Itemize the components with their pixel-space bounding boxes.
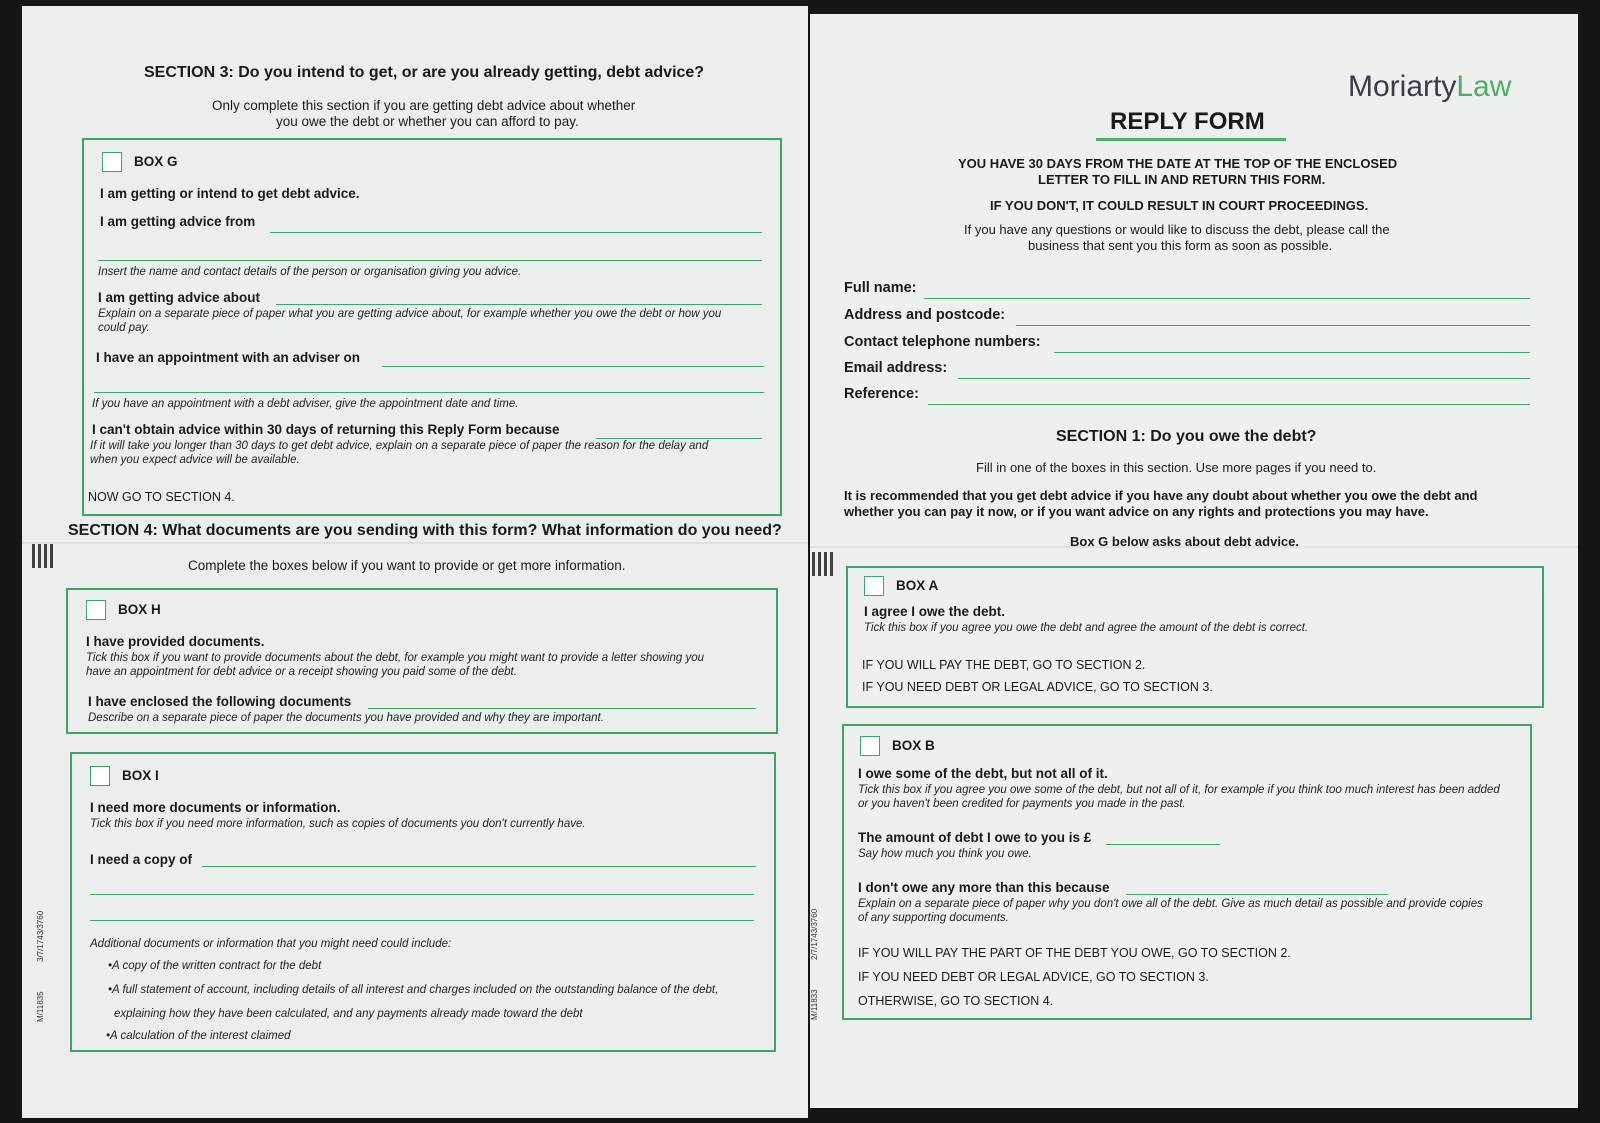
box-g-statement: I am getting or intend to get debt advice. (100, 186, 360, 201)
dont-owe-hint: Explain on a separate piece of paper why you don't owe all of the debt. Give as much detail as possible and provide copies (858, 898, 1483, 910)
box-h-hint: Tick this box if you want to provide documents about the debt, for example you might want to provide a letter showing you (86, 652, 705, 664)
phone-label: Contact telephone numbers: (844, 334, 1041, 350)
copy-of-input-2[interactable] (90, 894, 754, 895)
bullet-item: •A copy of the written contract for the debt (108, 960, 322, 972)
additional-label: Additional documents or information that you might need could include: (90, 938, 452, 950)
copy-of-input[interactable] (202, 866, 756, 867)
fold-line (22, 542, 808, 544)
box-g-next: NOW GO TO SECTION 4. (88, 490, 235, 504)
bullet-item: •A full statement of account, including details of all interest and charges included on the outstanding balance of the debt, (108, 984, 719, 996)
copy-of-input-3[interactable] (90, 920, 754, 921)
box-a-go-section2: IF YOU WILL PAY THE DEBT, GO TO SECTION 2. (862, 658, 1146, 672)
form-title: REPLY FORM (1110, 108, 1265, 135)
box-a-checkbox[interactable] (864, 576, 884, 596)
appointment-label: I have an appointment with an adviser on (96, 350, 361, 365)
cant-obtain-input[interactable] (596, 438, 762, 439)
box-i (70, 752, 776, 1052)
advice-about-hint-2: could pay. (98, 322, 150, 334)
enclosed-hint: Describe on a separate piece of paper the documents you have provided and why they are important. (88, 712, 604, 724)
box-b-hint-2: or you haven't been credited for payments you made in the past. (858, 798, 1186, 810)
box-a-hint: Tick this box if you agree you owe the debt and agree the amount of the debt is correct. (864, 622, 1309, 634)
recommendation: It is recommended that you get debt advice if you have any doubt about whether you owe the debt and (844, 488, 1478, 503)
box-b-statement: I owe some of the debt, but not all of it. (858, 766, 1108, 781)
box-b-label: BOX B (892, 738, 935, 753)
bullet-item-continued: explaining how they have been calculated, and any payments already made toward the debt (114, 1008, 583, 1020)
full-name-input[interactable] (924, 298, 1530, 299)
section4-title: SECTION 4: What documents are you sending with this form? What information do you need? (68, 522, 782, 539)
box-g (82, 138, 782, 516)
advice-about-input[interactable] (276, 304, 762, 305)
box-h-statement: I have provided documents. (86, 634, 265, 649)
amount-hint: Say how much you think you owe. (858, 848, 1032, 860)
box-g-checkbox[interactable] (102, 152, 122, 172)
box-h-label: BOX H (118, 602, 161, 617)
section4-intro: Complete the boxes below if you want to provide or get more information. (188, 558, 626, 573)
side-code-2: 3/7/1743/3760 (36, 910, 45, 962)
box-b-checkbox[interactable] (860, 736, 880, 756)
advice-from-input[interactable] (270, 232, 762, 233)
copy-of-label: I need a copy of (90, 852, 193, 867)
appointment-hint: If you have an appointment with a debt adviser, give the appointment date and time. (92, 398, 519, 410)
notice-line-2: LETTER TO FILL IN AND RETURN THIS FORM. (1038, 172, 1326, 187)
advice-from-input-2[interactable] (98, 260, 762, 261)
side-code: M/11835 (36, 991, 45, 1022)
dont-owe-hint-2: of any supporting documents. (858, 912, 1009, 924)
cant-obtain-hint-2: when you expect advice will be available. (90, 454, 300, 466)
dont-owe-label: I don't owe any more than this because (858, 880, 1110, 895)
contact-note: If you have any questions or would like to discuss the debt, please call the (964, 222, 1390, 237)
title-underline (1096, 138, 1286, 141)
right-page (810, 14, 1578, 1108)
recommendation-2: whether you can pay it now, or if you want advice on any rights and protections you may have. (844, 504, 1429, 519)
full-name-label: Full name: (844, 280, 917, 296)
bullet-item: •A calculation of the interest claimed (106, 1030, 291, 1042)
box-a-label: BOX A (896, 578, 939, 593)
appointment-input[interactable] (382, 366, 764, 367)
section1-intro: Fill in one of the boxes in this section. Use more pages if you need to. (976, 460, 1377, 475)
box-b-go-section4: OTHERWISE, GO TO SECTION 4. (858, 994, 1054, 1008)
notice-line: YOU HAVE 30 DAYS FROM THE DATE AT THE TOP OF THE ENCLOSED (958, 156, 1398, 171)
side-code: M/11833 (810, 989, 819, 1020)
cant-obtain-label: I can't obtain advice within 30 days of returning this Reply Form because (92, 422, 560, 437)
address-label: Address and postcode: (844, 307, 1006, 323)
box-a-statement: I agree I owe the debt. (864, 604, 1006, 619)
section1-title: SECTION 1: Do you owe the debt? (1056, 428, 1317, 445)
box-i-label: BOX I (122, 768, 159, 783)
box-h-hint-2: have an appointment for debt advice or a receipt showing you paid some of the debt. (86, 666, 517, 678)
appointment-input-2[interactable] (94, 392, 764, 393)
box-a-go-section3: IF YOU NEED DEBT OR LEGAL ADVICE, GO TO SECTION 3. (862, 680, 1213, 694)
brand-logo: MoriartyLaw (1348, 70, 1512, 103)
box-b-go-section3: IF YOU NEED DEBT OR LEGAL ADVICE, GO TO SECTION 3. (858, 970, 1209, 984)
enclosed-input[interactable] (368, 708, 756, 709)
side-code-2: 2/7/1743/3760 (810, 908, 819, 960)
phone-input[interactable] (1054, 352, 1530, 353)
advice-from-hint: Insert the name and contact details of the person or organisation giving you advice. (98, 266, 522, 278)
advice-about-hint: Explain on a separate piece of paper what you are getting advice about, for example whether you owe the debt or how you (98, 308, 722, 320)
box-h (66, 588, 778, 734)
dont-owe-input[interactable] (1126, 894, 1388, 895)
left-page (22, 6, 808, 1118)
section3-intro-2: you owe the debt or whether you can afford to pay. (276, 114, 579, 129)
box-h-checkbox[interactable] (86, 600, 106, 620)
reference-input[interactable] (928, 404, 1530, 405)
advice-from-label: I am getting advice from (100, 214, 256, 229)
contact-note-2: business that sent you this form as soon as possible. (1028, 238, 1333, 253)
amount-input[interactable] (1106, 844, 1220, 845)
advice-about-label: I am getting advice about (98, 290, 261, 305)
cant-obtain-hint: If it will take you longer than 30 days to get debt advice, explain on a separate piece of paper the reason for the delay and (90, 440, 709, 452)
section3-intro: Only complete this section if you are getting debt advice about whether (212, 98, 636, 113)
box-i-checkbox[interactable] (90, 766, 110, 786)
box-b (842, 724, 1532, 1020)
qr-code (812, 552, 836, 576)
email-input[interactable] (958, 378, 1530, 379)
box-b-go-section2: IF YOU WILL PAY THE PART OF THE DEBT YOU OWE, GO TO SECTION 2. (858, 946, 1291, 960)
enclosed-label: I have enclosed the following documents (88, 694, 352, 709)
reference-label: Reference: (844, 386, 919, 402)
court-warning: IF YOU DON'T, IT COULD RESULT IN COURT PROCEEDINGS. (990, 198, 1369, 213)
box-g-note: Box G below asks about debt advice. (1070, 534, 1300, 549)
amount-label: The amount of debt I owe to you is £ (858, 830, 1092, 845)
qr-code (32, 544, 56, 568)
address-input[interactable] (1016, 325, 1530, 326)
box-b-hint: Tick this box if you agree you owe some of the debt, but not all of it, for example if you think too much interest has been added (858, 784, 1500, 796)
box-g-label: BOX G (134, 154, 178, 169)
box-a (846, 566, 1544, 708)
email-label: Email address: (844, 360, 948, 376)
section3-title: SECTION 3: Do you intend to get, or are you already getting, debt advice? (144, 64, 705, 81)
box-i-hint: Tick this box if you need more information, such as copies of documents you don't currently have. (90, 818, 586, 830)
box-i-statement: I need more documents or information. (90, 800, 341, 815)
